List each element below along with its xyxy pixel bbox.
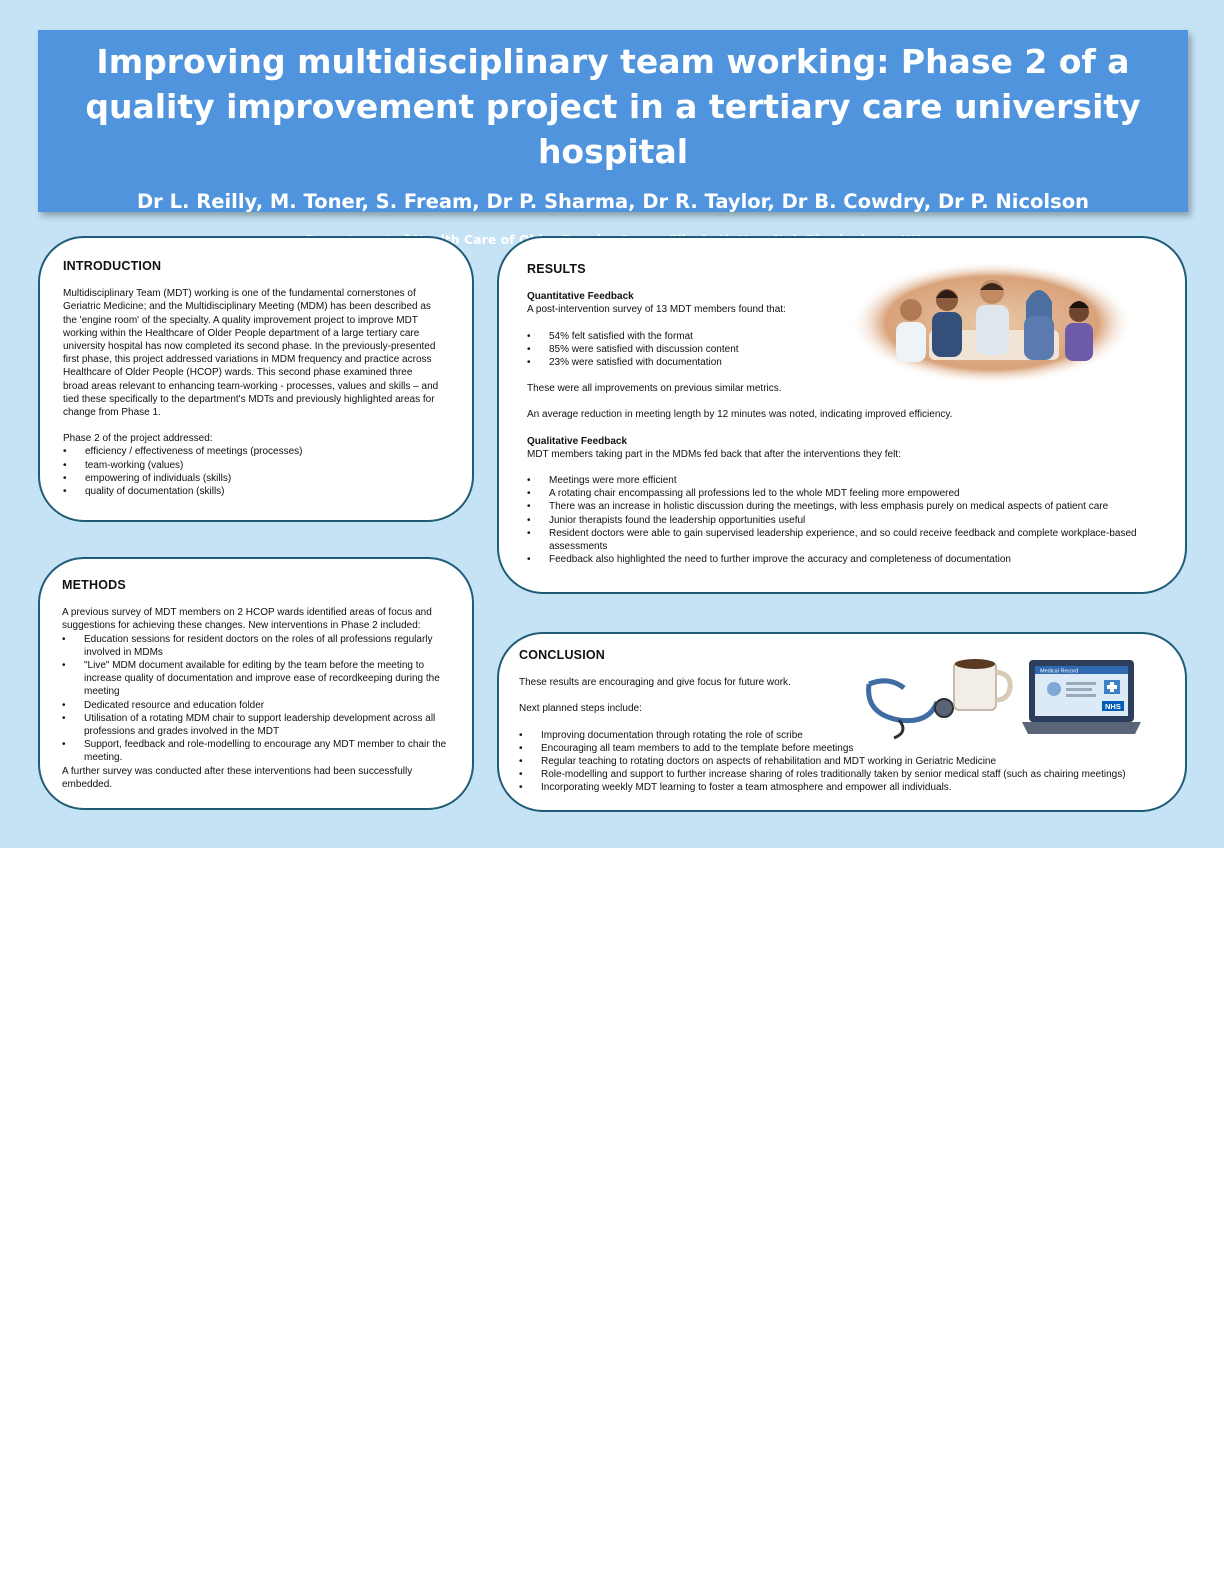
list-item: • Resident doctors were able to gain supervised leadership experience, and so could receive feedback and complete workplace-based assessments <box>527 527 1155 553</box>
list-item: • There was an increase in holistic discussion during the meetings, with less emphasis purely on medical aspects of patient care <box>527 500 1155 513</box>
next-steps-label: Next planned steps include: <box>519 703 642 715</box>
list-item: • Utilisation of a rotating MDM chair to support leadership development across all professions and grades involved in the MDT <box>62 712 448 738</box>
list-item: • 23% were satisfied with documentation <box>527 356 1155 369</box>
list-item: • Junior therapists found the leadership opportunities useful <box>527 514 1155 527</box>
results-heading: RESULTS <box>527 262 586 276</box>
list-item: • Improving documentation through rotating the role of scribe <box>519 729 1165 742</box>
list-item: • Incorporating weekly MDT learning to foster a team atmosphere and empower all individuals. <box>519 781 1165 794</box>
list-item: • efficiency / effectiveness of meetings (processes) <box>63 445 440 458</box>
svg-text:Medical Record: Medical Record <box>1040 668 1079 675</box>
list-item: • team-working (values) <box>63 459 440 472</box>
list-item: • Support, feedback and role-modelling to encourage any MDT member to chair the meeting. <box>62 738 448 764</box>
laptop-icon <box>1022 660 1141 734</box>
conclusion-intro: These results are encouraging and give focus for future work. <box>519 677 791 689</box>
list-item: • empowering of individuals (skills) <box>63 472 440 485</box>
methods-closing: A further survey was conducted after these interventions had been successfully embedded. <box>62 765 413 790</box>
quantitative-intro: A post-intervention survey of 13 MDT members found that: <box>527 304 786 316</box>
phase2-list <box>63 445 440 498</box>
quantitative-heading: Quantitative Feedback <box>527 291 634 303</box>
list-item: • A rotating chair encompassing all professions led to the whole MDT feeling more empowered <box>527 487 1155 500</box>
poster-header <box>38 30 1188 247</box>
results-panel <box>497 236 1187 594</box>
methods-list <box>62 633 448 765</box>
list-item: • Education sessions for resident doctors on the roles of all professions regularly involved in MDMs <box>62 633 448 659</box>
svg-text:NHS: NHS <box>1105 702 1121 711</box>
poster-title: Improving multidisciplinary team working: Phase 2 of a quality improvement project in a tertiary care university hospital <box>85 42 1141 171</box>
introduction-panel <box>38 236 474 522</box>
phase2-intro: Phase 2 of the project addressed: <box>63 433 213 445</box>
list-item: • Regular teaching to rotating doctors on aspects of rehabilitation and MDT working in Geriatric Medicine <box>519 755 1165 768</box>
next-steps-list <box>519 729 1165 795</box>
list-item: • Role-modelling and support to further increase sharing of roles traditionally taken by senior medical staff (such as chairing meetings) <box>519 768 1165 781</box>
coffee-mug-icon <box>954 659 1010 710</box>
conclusion-panel <box>497 632 1187 812</box>
qualitative-heading: Qualitative Feedback <box>527 435 628 447</box>
quantitative-list <box>527 330 1155 370</box>
list-item: • 54% felt satisfied with the format <box>527 330 1155 343</box>
list-item: • Encouraging all team members to add to the template before meetings <box>519 742 1165 755</box>
quantitative-note: These were all improvements on previous similar metrics. <box>527 383 782 395</box>
conclusion-heading: CONCLUSION <box>519 648 606 662</box>
methods-panel <box>38 557 474 810</box>
introduction-body: Multidisciplinary Team (MDT) working is one of the fundamental cornerstones of Geriatric Medicine; and the Multidisciplinary Meeting (MDM) has been described as the 'engine room' of the specialty. A quality improvement project to improve MDT working within the Healthcare of Older People department of a large tertiary care university hospital has now completed its second phase. In the previously-presented first phase, this project addressed variations in MDM frequency and practice across Healthcare of Older People (HCOP) wards. This second phase examined three broad areas relevant to enhancing team-working - processes, values and skills – and tied these specifically to the department's MDTs and previously highlighted areas for change from Phase 1. <box>63 288 439 419</box>
introduction-heading: INTRODUCTION <box>63 259 162 273</box>
list-item: • Feedback also highlighted the need to further improve the accuracy and completeness of documentation <box>527 553 1155 566</box>
list-item: • Dedicated resource and education folder <box>62 699 448 712</box>
qualitative-list <box>527 474 1155 566</box>
qualitative-intro: MDT members taking part in the MDMs fed back that after the interventions they felt: <box>527 448 901 460</box>
poster-authors: Dr L. Reilly, M. Toner, S. Fream, Dr P. Sharma, Dr R. Taylor, Dr B. Cowdry, Dr P. Nicolson <box>137 190 1089 213</box>
methods-heading: METHODS <box>62 578 126 592</box>
list-item: • quality of documentation (skills) <box>63 485 440 498</box>
poster-department: Care of <box>464 232 515 247</box>
list-item: • "Live" MDM document available for editing by the team before the meeting to increase quality of documentation and improve ease of recordkeeping during the meeting <box>62 659 448 699</box>
list-item: • 85% were satisfied with discussion content <box>527 343 1155 356</box>
list-item: • Meetings were more efficient <box>527 474 1155 487</box>
reduction-note: An average reduction in meeting length by 12 minutes was noted, indicating improved efficiency. <box>527 409 953 421</box>
methods-intro: A previous survey of MDT members on 2 HCOP wards identified areas of focus and suggestions for achieving these changes. New interventions in Phase 2 included: <box>62 607 432 632</box>
